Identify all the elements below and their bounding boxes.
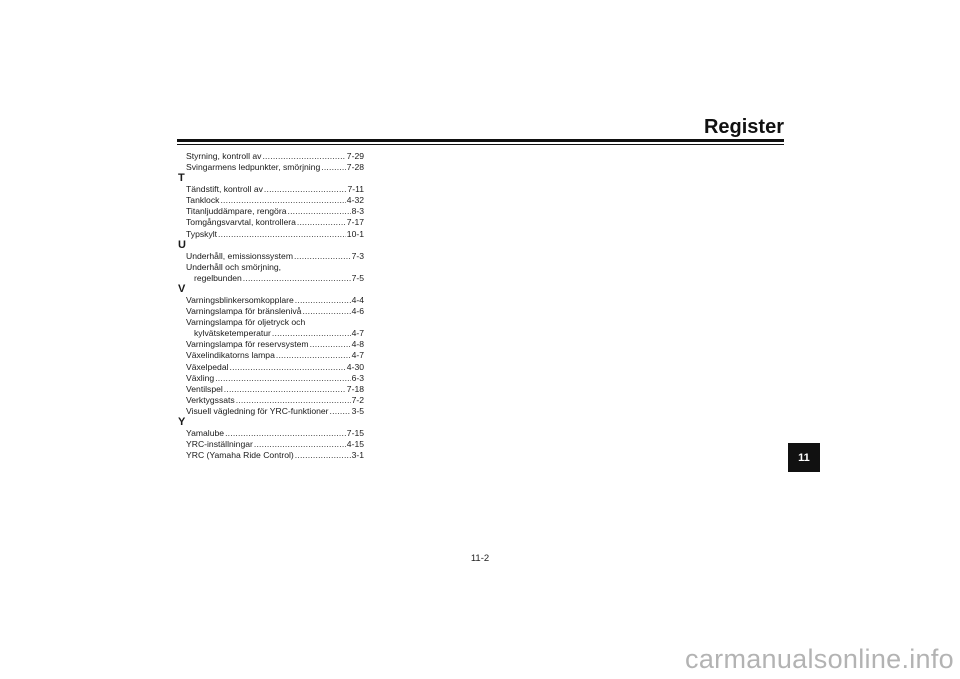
index-entry[interactable]	[178, 439, 364, 450]
dot-leader	[230, 362, 346, 373]
index-entry-text: Styrning, kontroll av	[186, 151, 262, 161]
index-entry-text: Titanljuddämpare, rengöra	[186, 206, 287, 217]
index-entry-text: Yamalube	[186, 427, 225, 438]
index-entry[interactable]	[178, 295, 364, 306]
dot-leader	[272, 328, 351, 339]
index-entry-page: 4-6	[351, 306, 364, 317]
dot-leader	[262, 151, 345, 162]
dot-leader	[264, 184, 347, 195]
index-entry-page: 7-5	[351, 272, 364, 283]
page-title: Register	[703, 116, 784, 138]
index-entry-text: Tändstift, kontroll av	[186, 184, 263, 195]
dot-leader	[295, 295, 351, 306]
index-entry[interactable]	[178, 229, 364, 240]
index-entry[interactable]	[178, 450, 364, 461]
header-rule-thick	[177, 139, 784, 142]
dot-leader	[218, 229, 346, 240]
index-entry[interactable]	[178, 217, 364, 228]
index-entry-text: Verktygssats	[186, 394, 235, 405]
index-entry[interactable]	[178, 306, 364, 317]
index-entry-page: 4-4	[351, 294, 364, 305]
index-entry-page: 3-1	[351, 450, 364, 461]
dot-leader	[215, 373, 350, 384]
dot-leader	[236, 395, 351, 406]
dot-leader	[220, 195, 345, 206]
index-column	[178, 151, 364, 461]
chapter-tab[interactable]: 11	[788, 443, 820, 472]
index-entry-page: 7-11	[347, 184, 364, 195]
index-entry-text: Växelpedal	[186, 361, 229, 372]
index-entry-text: Varningslampa för reservsystem	[186, 339, 309, 350]
index-entry-text: Visuell vägledning för YRC-funktioner	[186, 405, 329, 416]
dot-leader	[310, 339, 351, 350]
index-entry-page: 6-3	[351, 372, 364, 383]
index-entry-text: Varningslampa för bränslenivå	[186, 306, 302, 317]
index-entry[interactable]	[178, 395, 364, 406]
dot-leader	[295, 450, 351, 461]
index-entry-text: Växling	[186, 372, 215, 383]
index-entry[interactable]	[178, 406, 364, 417]
dot-leader	[321, 162, 346, 173]
index-entry[interactable]	[178, 339, 364, 350]
index-entry-text: Underhåll, emissionssystem	[186, 250, 293, 261]
dot-leader	[287, 206, 350, 217]
index-entry[interactable]	[178, 328, 364, 339]
index-entry-page: 7-15	[346, 427, 364, 438]
index-entry-page: 4-30	[346, 361, 364, 372]
index-entry[interactable]	[178, 362, 364, 373]
index-entry[interactable]	[178, 273, 364, 284]
index-entry-text: Tanklock	[186, 195, 220, 206]
index-entry-page: 4-32	[346, 195, 364, 206]
index-entry[interactable]	[178, 350, 364, 361]
dot-leader	[243, 273, 351, 284]
index-entry[interactable]	[178, 162, 364, 173]
index-letter-heading: T	[178, 172, 185, 185]
index-entry[interactable]	[178, 151, 364, 162]
index-entry-text: Ventilspel	[186, 383, 223, 394]
index-entry-line: Underhåll och smörjning,	[186, 261, 282, 272]
dot-leader	[224, 384, 346, 395]
index-entry-page: 8-3	[351, 206, 364, 217]
index-entry-text: kylvätsketemperatur	[194, 328, 271, 339]
index-entry-page: 10-1	[346, 228, 364, 239]
index-entry-text: Typskylt	[186, 228, 218, 239]
index-entry-page: 3-5	[351, 405, 364, 416]
dot-leader	[225, 428, 346, 439]
index-entry-page: 4-8	[351, 339, 364, 350]
dot-leader	[297, 217, 346, 228]
dot-leader	[294, 251, 351, 262]
dot-leader	[330, 406, 351, 417]
index-entry-page: 4-15	[346, 439, 364, 450]
index-entry-page: 7-18	[346, 383, 364, 394]
index-entry-page: 4-7	[351, 328, 364, 339]
index-entry-page: 7-2	[351, 394, 364, 405]
index-entry-line: Varningslampa för oljetryck och	[186, 317, 306, 328]
index-entry-text: regelbunden	[194, 272, 242, 283]
index-entry-text: Tomgångsvarvtal, kontrollera	[186, 217, 296, 228]
index-entry[interactable]	[178, 195, 364, 206]
index-entry[interactable]	[178, 251, 364, 262]
page-number: 11-2	[470, 553, 490, 564]
header-rule-thin	[177, 144, 784, 145]
index-entry[interactable]	[178, 373, 364, 384]
index-letter-heading: V	[178, 282, 186, 295]
index-entry-page: 7-28	[346, 162, 364, 173]
dot-leader	[254, 439, 346, 450]
index-entry[interactable]	[178, 184, 364, 195]
index-entry-text: YRC-inställningar	[186, 439, 253, 450]
dot-leader	[302, 306, 350, 317]
index-entry-page: 7-29	[346, 151, 364, 161]
index-entry-text: YRC (Yamaha Ride Control)	[186, 450, 294, 461]
index-entry[interactable]	[178, 384, 364, 395]
index-entry[interactable]	[178, 206, 364, 217]
index-entry-text: Svingarmens ledpunkter, smörjning	[186, 162, 321, 173]
index-letter-heading: U	[178, 238, 186, 251]
index-entry-text: Växelindikatorns lampa	[186, 350, 275, 361]
index-letter-heading: Y	[178, 415, 186, 428]
index-entry-page: 7-17	[346, 217, 364, 228]
dot-leader	[276, 350, 351, 361]
index-entry-page: 7-3	[351, 250, 364, 261]
index-entry-page: 4-7	[351, 350, 364, 361]
index-entry[interactable]	[178, 428, 364, 439]
watermark: carmanualsonline.info	[685, 644, 954, 674]
index-entry-text: Varningsblinkersomkopplare	[186, 294, 294, 305]
